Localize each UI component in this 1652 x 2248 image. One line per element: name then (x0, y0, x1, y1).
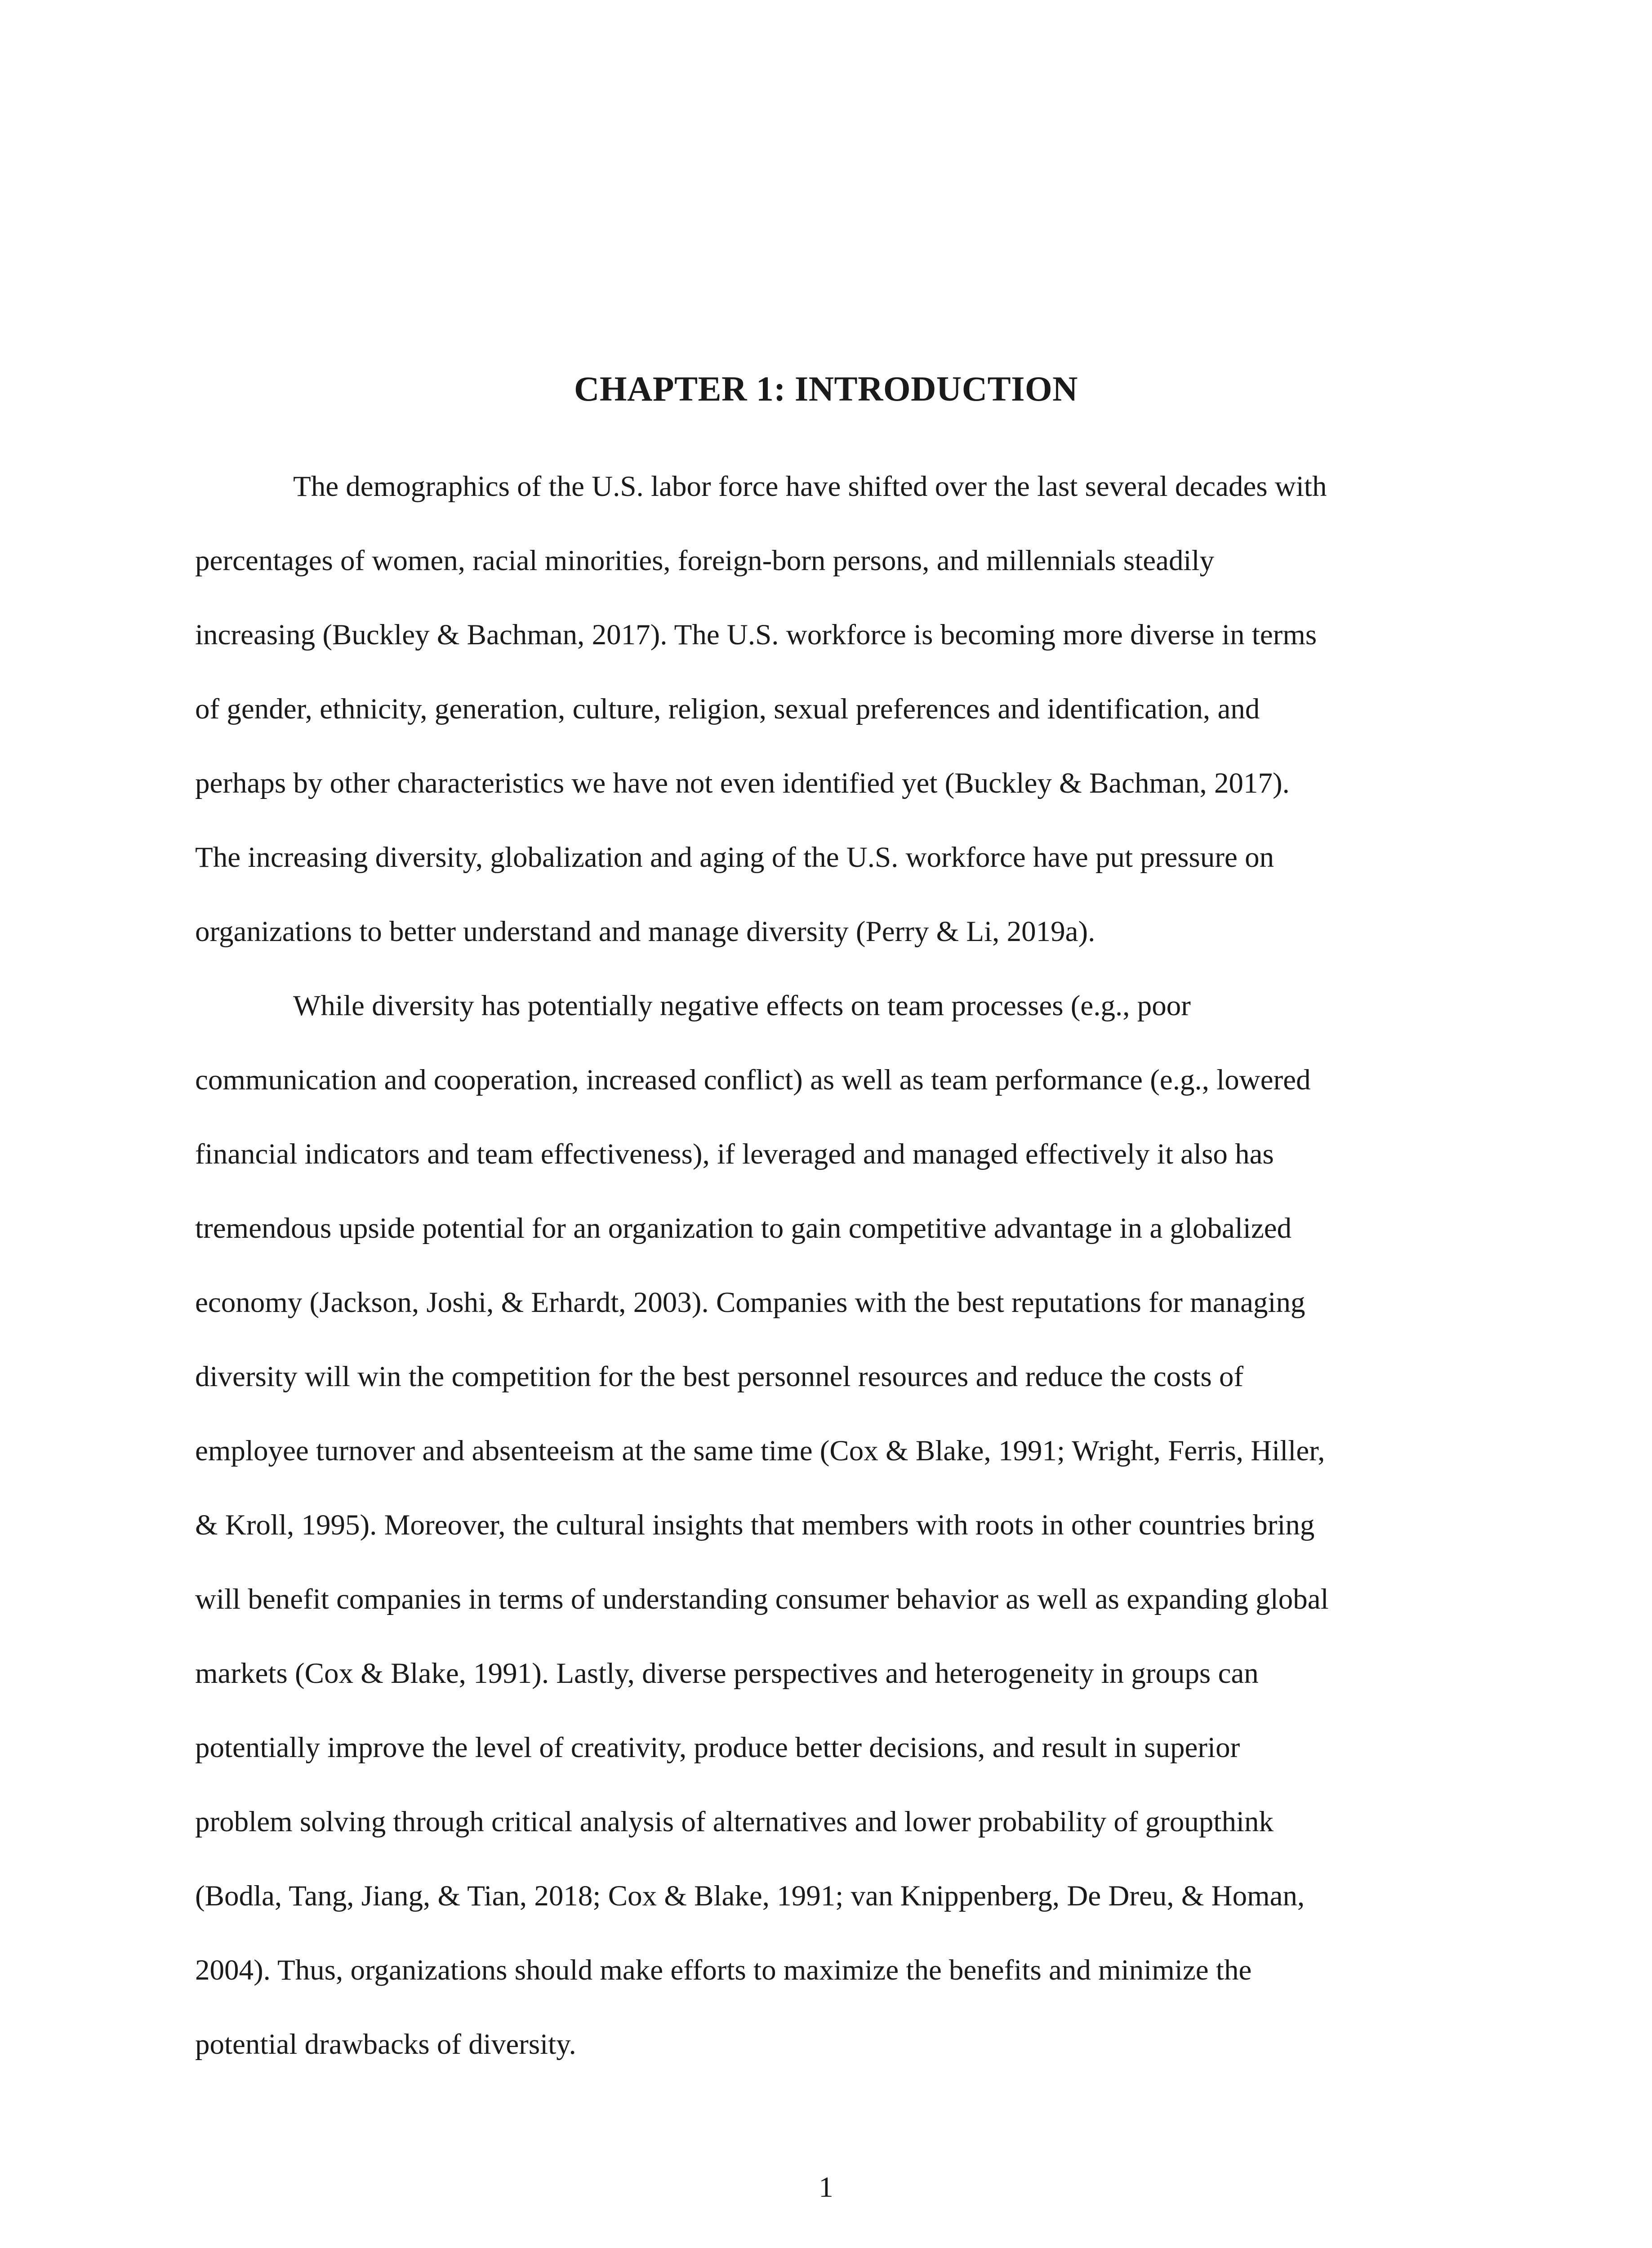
text-line: organizations to better understand and manage diversity (Perry & Li, 2019a). (195, 915, 1095, 948)
text-line: of gender, ethnicity, generation, culture, religion, sexual preferences and identification, and (195, 693, 1260, 725)
body-text (195, 450, 1458, 2082)
page-number: 1 (819, 2171, 833, 2203)
text-line: employee turnover and absenteeism at the same time (Cox & Blake, 1991; Wright, Ferris, Hiller, (195, 1435, 1325, 1467)
text-line: financial indicators and team effectiveness), if leveraged and managed effectively it also has (195, 1138, 1274, 1170)
text-line: While diversity has potentially negative effects on team processes (e.g., poor (293, 990, 1191, 1022)
text-line: potential drawbacks of diversity. (195, 2028, 576, 2061)
text-line: communication and cooperation, increased conflict) as well as team performance (e.g., lowered (195, 1064, 1311, 1096)
text-line: economy (Jackson, Joshi, & Erhardt, 2003). Companies with the best reputations for managing (195, 1286, 1305, 1319)
text-line: diversity will win the competition for the best personnel resources and reduce the costs of (195, 1360, 1244, 1393)
text-line: The demographics of the U.S. labor force have shifted over the last several decades with (293, 470, 1327, 503)
text-line: markets (Cox & Blake, 1991). Lastly, diverse perspectives and heterogeneity in groups can (195, 1657, 1259, 1690)
chapter-title: CHAPTER 1: INTRODUCTION (574, 369, 1078, 408)
text-line: perhaps by other characteristics we have not even identified yet (Buckley & Bachman, 2017). (195, 767, 1290, 799)
text-line: & Kroll, 1995). Moreover, the cultural insights that members with roots in other countries bring (195, 1509, 1315, 1541)
text-line: The increasing diversity, globalization and aging of the U.S. workforce have put pressure on (195, 841, 1274, 874)
text-line: potentially improve the level of creativity, produce better decisions, and result in superior (195, 1731, 1240, 1764)
text-line: tremendous upside potential for an organization to gain competitive advantage in a globalized (195, 1212, 1292, 1244)
text-line: percentages of women, racial minorities, foreign-born persons, and millennials steadily (195, 544, 1215, 577)
text-line: increasing (Buckley & Bachman, 2017). The U.S. workforce is becoming more diverse in terms (195, 619, 1317, 651)
text-line: (Bodla, Tang, Jiang, & Tian, 2018; Cox & Blake, 1991; van Knippenberg, De Dreu, & Homan, (195, 1880, 1305, 1912)
paragraph-2 (195, 969, 1458, 2082)
paragraph-1 (195, 450, 1458, 969)
text-line: problem solving through critical analysis of alternatives and lower probability of groupthink (195, 1806, 1274, 1838)
text-line: will benefit companies in terms of understanding consumer behavior as well as expanding global (195, 1583, 1329, 1615)
text-line: 2004). Thus, organizations should make efforts to maximize the benefits and minimize the (195, 1954, 1252, 1986)
